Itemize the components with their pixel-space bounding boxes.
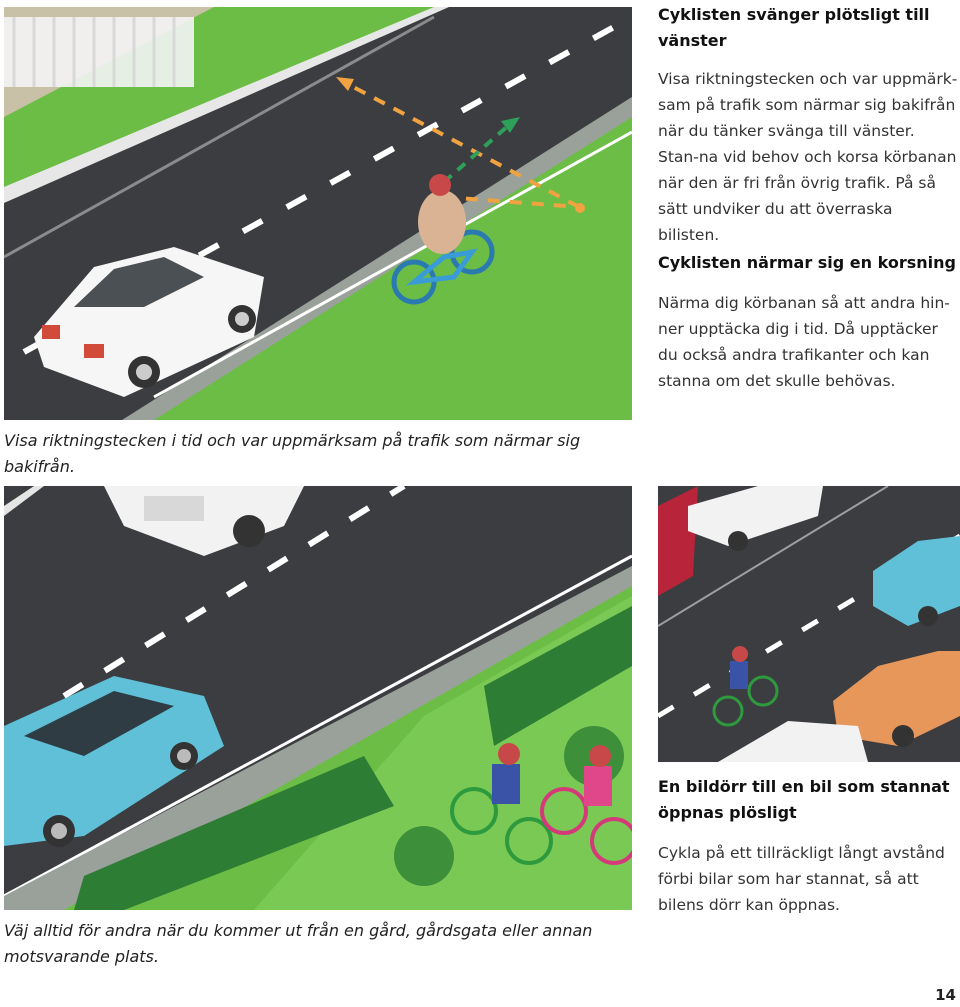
- caption-bottom: Väj alltid för andra när du kommer ut från en gård, gårdsgata eller annan motsvarande plats.: [4, 921, 593, 966]
- heading-car-door: En bildörr till en bil som stannat öppnas plösligt: [658, 777, 950, 822]
- illustration-yield-driveway: [4, 486, 632, 910]
- text-intersection: Närma dig körbanan så att andra hin-ner upptäcka dig i tid. Då upptäcker du också andra trafikanter och kan stanna om det skulle behövas.: [658, 294, 950, 390]
- caption-top: Visa riktningstecken i tid och var uppmärksam på trafik som närmar sig bakifrån.: [4, 431, 581, 476]
- heading-intersection: Cyklisten närmar sig en korsning: [658, 253, 956, 272]
- text-left-turn: Visa riktningstecken och var uppmärk-sam på trafik som närmar sig bakifrån när du tänker svänga till vänster. Stan-na vid behov och korsa körbanan när den är fri från övrig trafik. På så sätt undviker du att överraska bilisten.: [658, 70, 958, 244]
- text-car-door: Cykla på ett tillräckligt långt avstånd förbi bilar som har stannat, så att bilens dörr kan öppnas.: [658, 844, 945, 914]
- illustration-car-door: [658, 486, 960, 762]
- page-number: 14: [935, 986, 956, 1004]
- fence-icon: [4, 17, 194, 87]
- illustration-left-turn: [4, 7, 632, 420]
- heading-left-turn: Cyklisten svänger plötsligt till vänster: [658, 5, 930, 50]
